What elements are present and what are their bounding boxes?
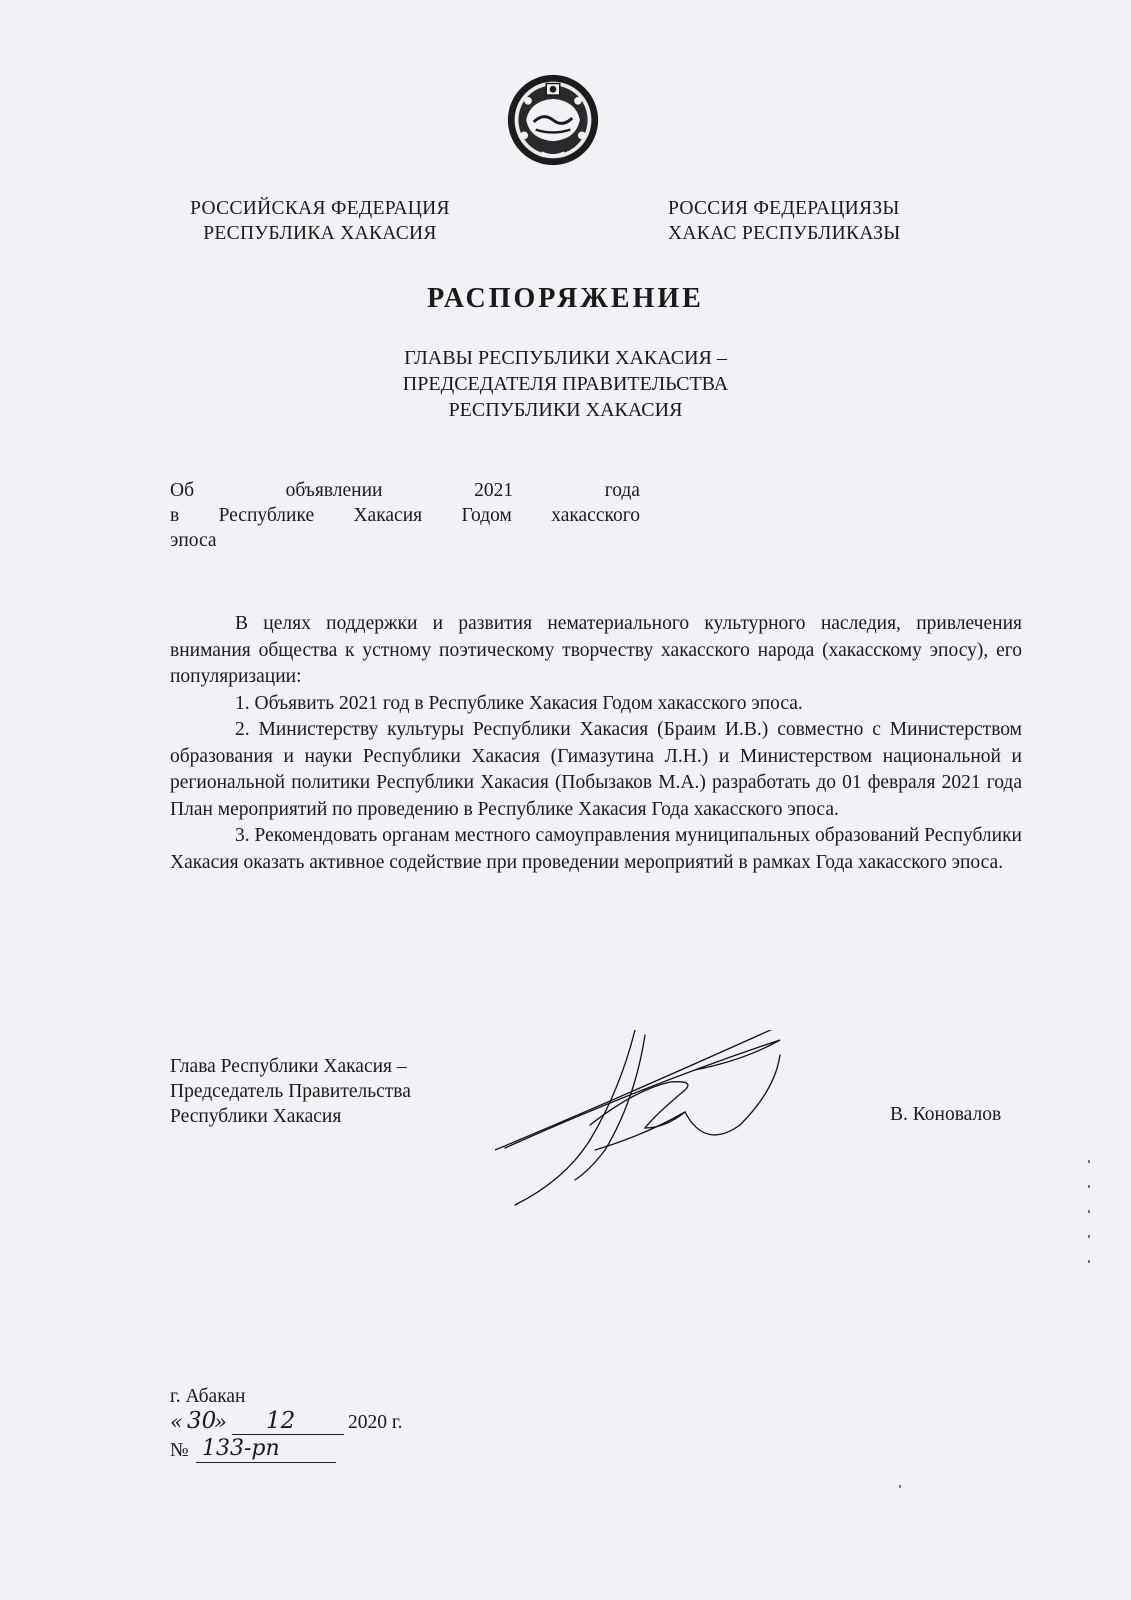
number-underline — [196, 1462, 336, 1463]
scan-artifact-dot — [1088, 1160, 1090, 1163]
date-line — [170, 1410, 470, 1438]
document-number-handwritten: 133-рп — [202, 1436, 280, 1461]
signatory-title — [170, 1054, 411, 1129]
subject-block — [170, 478, 640, 553]
header-right — [668, 196, 968, 246]
body-paragraph-item1: 1. Объявить 2021 год в Республике Хакасия Годом хакасского эпоса. — [235, 692, 803, 714]
document-type-title: РАСПОРЯЖЕНИЕ — [427, 283, 704, 314]
subject-word: объявлении — [285, 480, 383, 501]
date-year: 2020 г. — [348, 1412, 403, 1433]
subject-line1 — [170, 478, 640, 503]
signatory-title-line3: Республики Хакасия — [170, 1106, 342, 1127]
place-of-issue: г. Абакан — [170, 1386, 246, 1407]
issuer-line3: РЕСПУБЛИКИ ХАКАСИЯ — [448, 399, 683, 421]
handwritten-signature — [495, 1030, 805, 1230]
date-day-handwritten: 30 — [187, 1408, 217, 1434]
signatory-title-line2: Председатель Правительства — [170, 1081, 411, 1102]
date-month-underline — [232, 1434, 344, 1435]
issuer-line2: ПРЕДСЕДАТЕЛЯ ПРАВИТЕЛЬСТВА — [402, 373, 729, 395]
date-month-handwritten: 12 — [266, 1408, 296, 1434]
body-paragraph-item2: 2. Министерству культуры Республики Хакасия (Браим И.В.) совместно с Министерством образования и науки Республики Хакасия (Гимазутина Л.Н.) и Министерством национальной и региональной политики Республики Хакасия (Побызаков М.А.) разработать до 01 февраля 2021 года План мероприятий по проведению в Республике Хакасия Года хакасского эпоса. — [170, 719, 1022, 820]
signatory-name: В. Коновалов — [890, 1104, 1002, 1125]
number-prefix: № — [170, 1440, 189, 1461]
subject-line3: эпоса — [170, 530, 217, 551]
scan-artifact-dot — [1088, 1235, 1090, 1238]
scan-artifact-dot — [1088, 1185, 1090, 1188]
body-paragraph-preamble: В целях поддержки и развития нематериального культурного наследия, привлечения внимания общества к устному поэтическому творчеству хакасского народа (хакасскому эпосу), его популяризации: — [170, 613, 1022, 687]
scan-artifact-dot — [899, 1485, 901, 1488]
signatory-title-line1: Глава Республики Хакасия – — [170, 1056, 407, 1077]
subject-word: года — [604, 480, 640, 501]
subject-word: Об — [170, 480, 195, 501]
header-left-line1: РОССИЙСКАЯ ФЕДЕРАЦИЯ — [190, 198, 450, 219]
body-text — [170, 611, 1022, 876]
issuer-block — [0, 345, 1131, 423]
issuer-line1: ГЛАВЫ РЕСПУБЛИКИ ХАКАСИЯ – — [404, 347, 727, 369]
number-line — [170, 1438, 470, 1466]
body-paragraph-item3: 3. Рекомендовать органам местного самоуправления муниципальных образований Республики Хакасия оказать активное содействие при проведении мероприятий в рамках Года хакасского эпоса. — [170, 825, 1022, 873]
subject-line2: в Республике Хакасия Годом хакасского — [170, 505, 640, 526]
subject-word: 2021 — [474, 480, 514, 501]
scan-artifact-dot — [1088, 1260, 1090, 1263]
coat-of-arms-emblem — [505, 72, 601, 168]
header-left — [175, 196, 465, 246]
date-quote-open: « — [170, 1410, 183, 1434]
header-right-line1: РОССИЯ ФЕДЕРАЦИЯЗЫ — [668, 198, 900, 219]
scan-artifact-dot — [1088, 1210, 1090, 1213]
header-left-line2: РЕСПУБЛИКА ХАКАСИЯ — [203, 223, 437, 244]
header-right-line2: ХАКАС РЕСПУБЛИКАЗЫ — [668, 223, 901, 244]
date-quote-close: » — [214, 1410, 227, 1434]
